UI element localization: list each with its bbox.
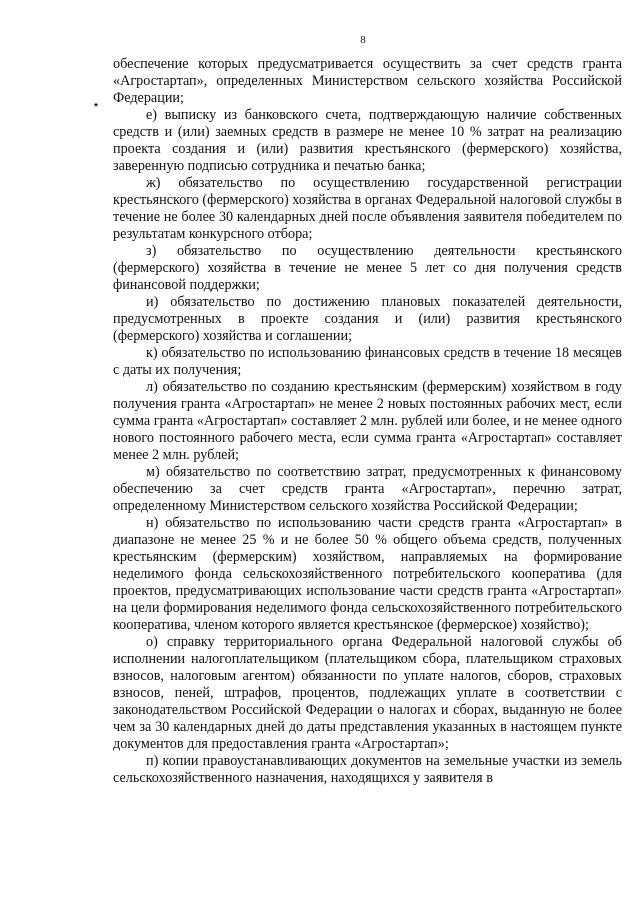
margin-mark: ٭ — [93, 99, 99, 111]
paragraph-z-activity-term: з) обязательство по осуществлению деятельности крестьянского (фермерского) хозяйства в течение не менее 5 лет со дня получения средств финансовой поддержки; — [113, 243, 622, 293]
paragraph-k-funds-usage: к) обязательство по использованию финансовых средств в течение 18 месяцев с даты их получения; — [113, 345, 622, 378]
paragraph-zh-state-registration: ж) обязательство по осуществлению государственной регистрации крестьянского (фермерского) хозяйства в органах Федеральной налоговой службы в течение не более 30 календарных дней после объявления заявителя победителем по результатам конкурсного отбора; — [113, 175, 622, 242]
paragraph-e-bank-statement: е) выписку из банковского счета, подтверждающую наличие собственных средств и (или) заемных средств в размере не менее 10 % затрат на реализацию проекта создания и (или) развития крестьянского (фермерского) хозяйства, заверенную подписью сотрудника и печатью банка; — [113, 107, 622, 174]
paragraph-continuation: обеспечение которых предусматривается осуществить за счет средств гранта «Агростартап», определенных Министерством сельского хозяйства Российской Федерации; — [113, 56, 622, 106]
paragraph-l-workplaces: л) обязательство по созданию крестьянским (фермерским) хозяйством в году получения гранта «Агростартап» не менее 2 новых постоянных рабочих мест, если сумма гранта «Агростартап» составляет 2 млн. рублей или более, и не менее одного нового постоянного рабочего места, если сумма гранта «Агростартап» составляет менее 2 млн. рублей; — [113, 379, 622, 463]
paragraph-m-costs-compliance: м) обязательство по соответствию затрат, предусмотренных к финансовому обеспечению за счет средств гранта «Агростартап», перечню затрат, определенному Министерством сельского хозяйства Российской Федерации; — [113, 464, 622, 514]
document-body — [113, 56, 622, 787]
paragraph-p-land-documents: п) копии правоустанавливающих документов на земельные участки из земель сельскохозяйственного назначения, находящихся у заявителя в — [113, 753, 622, 786]
paragraph-i-planned-indicators: и) обязательство по достижению плановых показателей деятельности, предусмотренных в проекте создания и (или) развития крестьянского (фермерского) хозяйства и соглашении; — [113, 294, 622, 344]
paragraph-n-cooperative-fund: н) обязательство по использованию части средств гранта «Агростартап» в диапазоне не менее 25 % и не более 50 % общего объема средств, полученных крестьянским (фермерским) хозяйством, направляемых на формирование неделимого фонда сельскохозяйственного потребительского кооператива (для проектов, предусматривающих использование части средств гранта «Агростартап» на цели формирования неделимого фонда сельскохозяйственного потребительского кооператива, членом которого является крестьянское (фермерское) хозяйство); — [113, 515, 622, 633]
paragraph-o-tax-certificate: о) справку территориального органа Федеральной налоговой службы об исполнении налогоплательщиком (плательщиком сбора, плательщиком страховых взносов, налоговым агентом) обязанности по уплате налогов, сборов, страховых взносов, пеней, штрафов, процентов, подлежащих уплате в соответствии с законодательством Российской Федерации о налогах и сборах, выданную не более чем за 30 календарных дней до даты представления указанных в настоящем пункте документов для предоставления гранта «Агростартап»; — [113, 634, 622, 752]
page-number: 8 — [360, 34, 366, 46]
